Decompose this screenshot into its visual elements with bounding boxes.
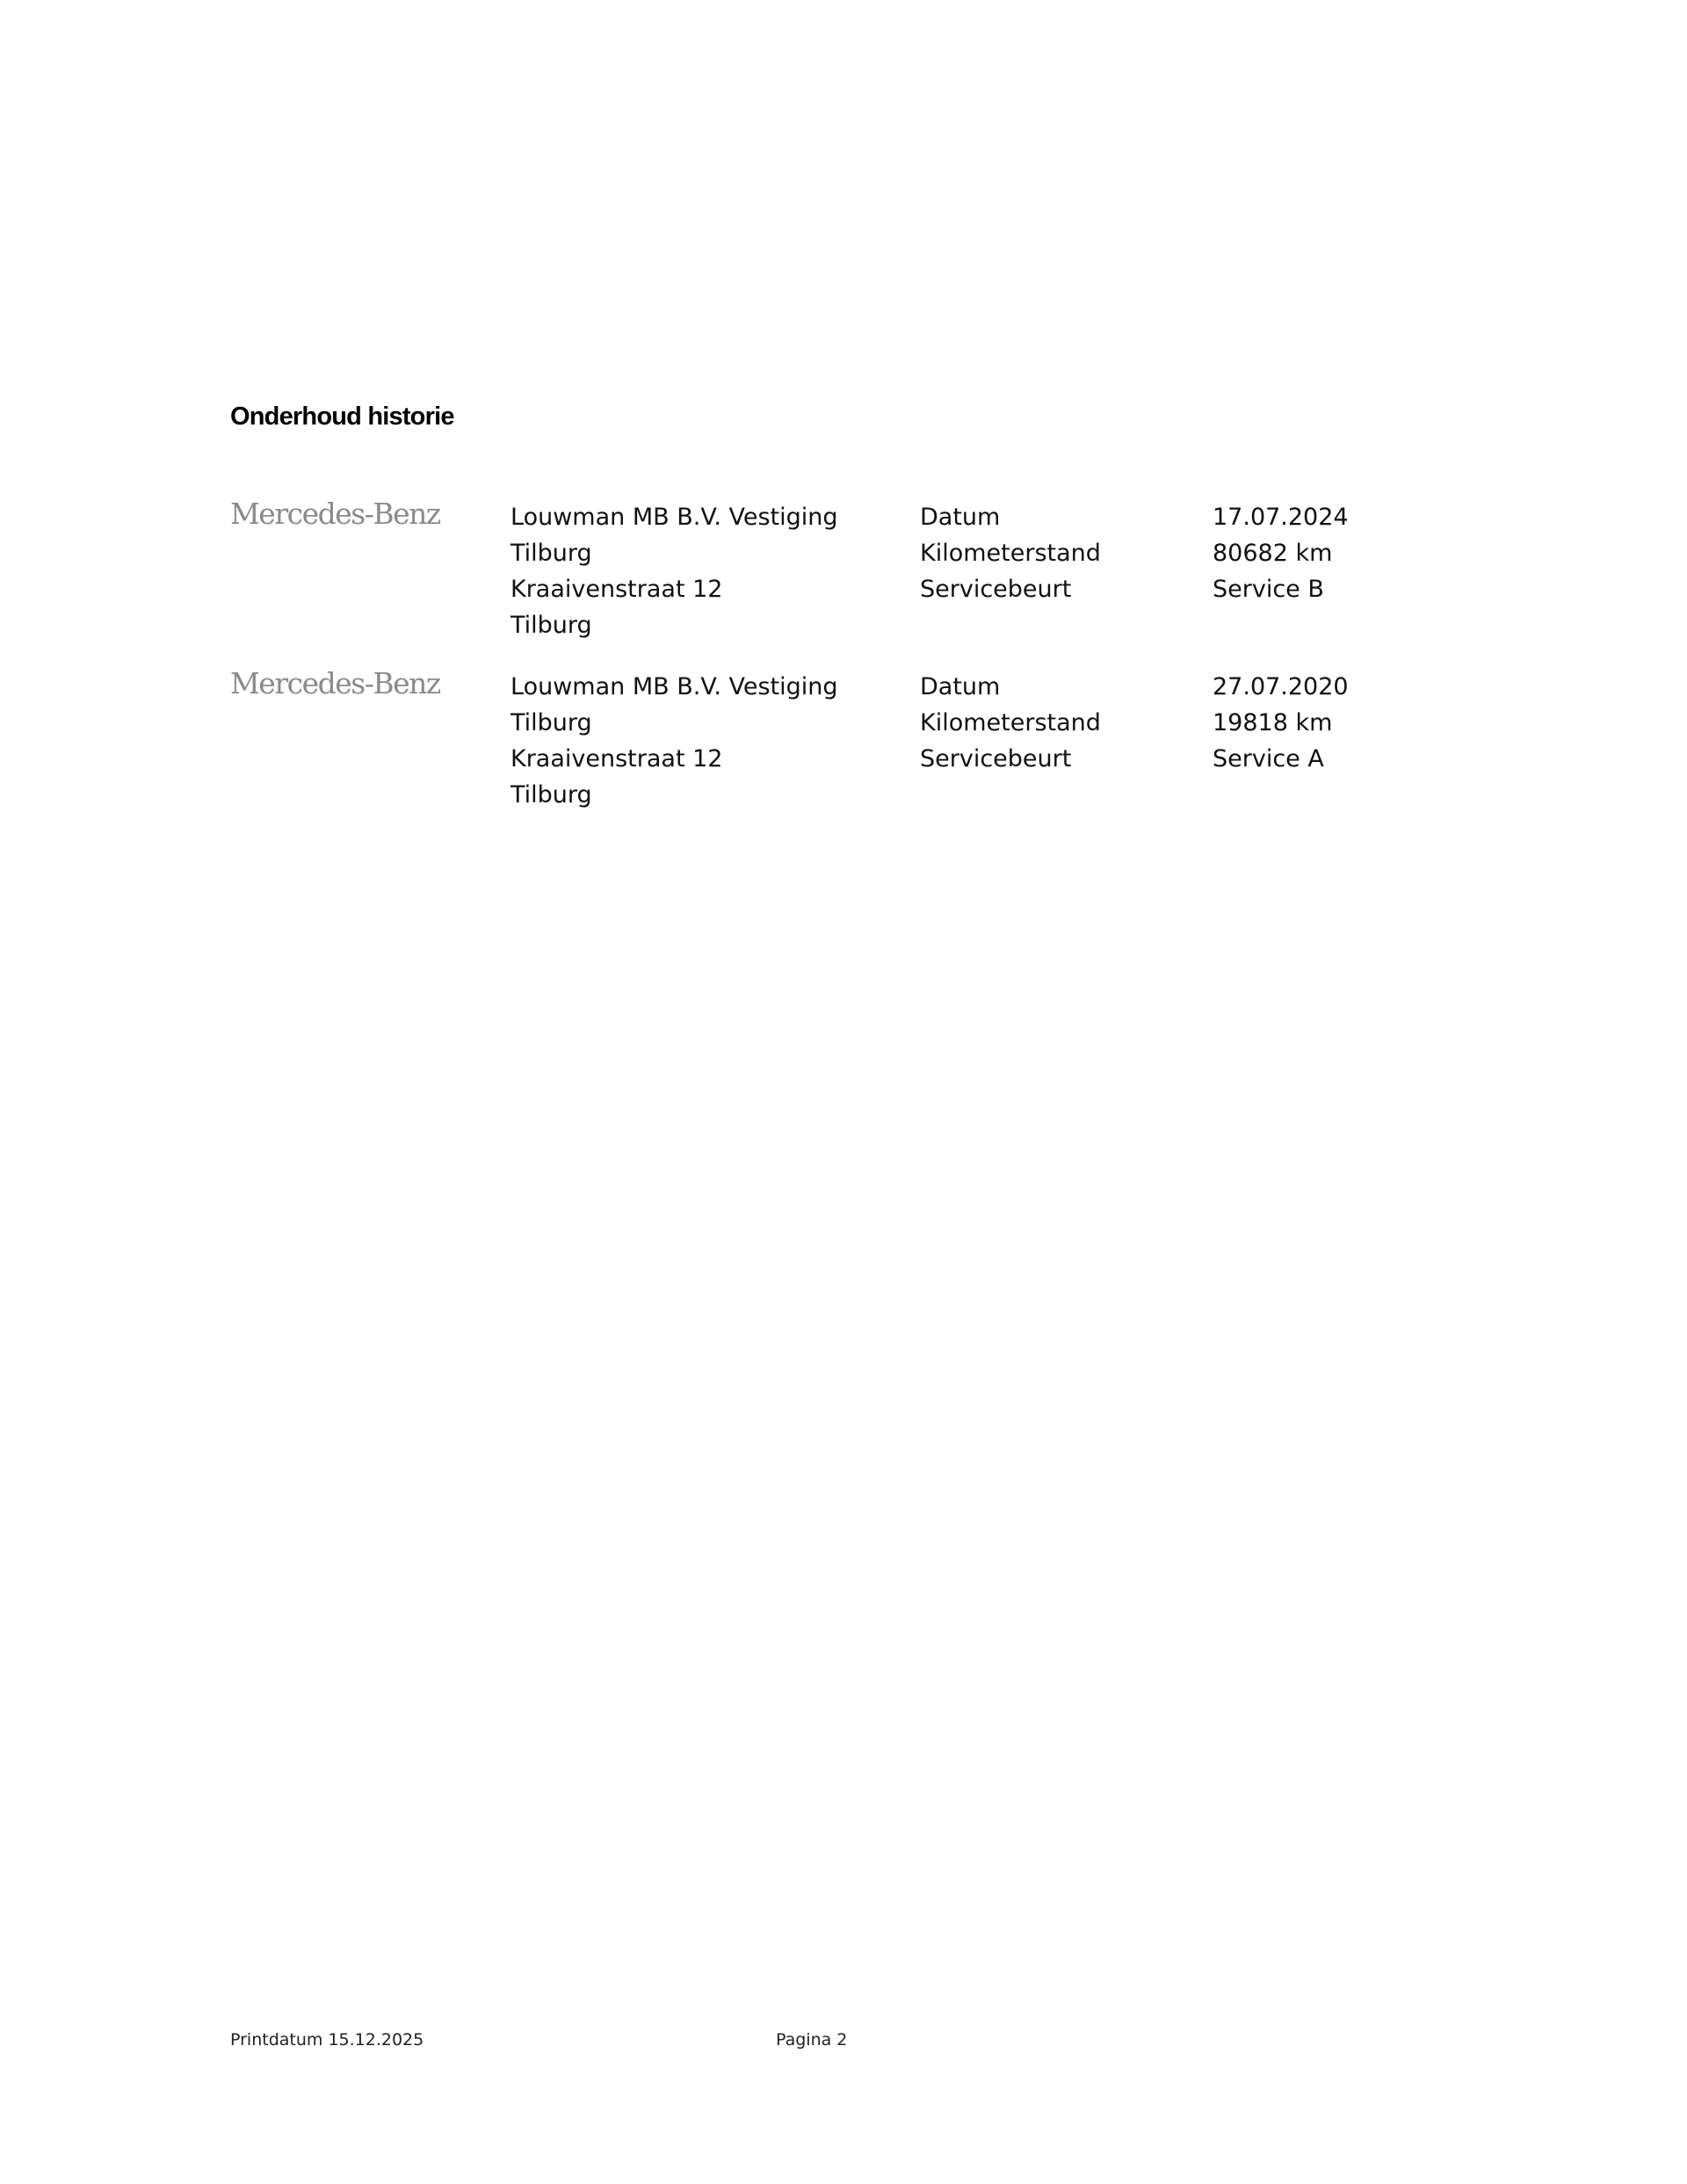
dealer-branch: Tilburg — [510, 540, 592, 567]
mileage-value: 80682 km — [1213, 540, 1333, 567]
date-label: Datum — [920, 673, 1001, 700]
entry-values — [1213, 669, 1349, 777]
date-value: 27.07.2020 — [1213, 673, 1349, 700]
entry-values — [1213, 499, 1349, 607]
mileage-value: 19818 km — [1213, 709, 1333, 736]
date-value: 17.07.2024 — [1213, 504, 1349, 531]
dealer-name: Louwman MB B.V. Vestiging — [510, 673, 838, 700]
print-date: Printdatum 15.12.2025 — [230, 2030, 424, 2050]
service-label: Servicebeurt — [920, 576, 1072, 603]
date-label: Datum — [920, 504, 1001, 531]
dealer-street: Kraaivenstraat 12 — [510, 745, 723, 773]
mileage-label: Kilometerstand — [920, 709, 1101, 736]
dealer-street: Kraaivenstraat 12 — [510, 576, 723, 603]
dealer-branch: Tilburg — [510, 709, 592, 736]
page-number: Pagina 2 — [776, 2030, 848, 2050]
dealer-name: Louwman MB B.V. Vestiging — [510, 504, 838, 531]
maintenance-entry — [0, 666, 1687, 836]
mileage-label: Kilometerstand — [920, 540, 1101, 567]
dealer-address — [510, 669, 838, 813]
dealer-city: Tilburg — [510, 781, 592, 809]
entry-labels — [920, 499, 1101, 607]
service-value: Service A — [1213, 745, 1324, 773]
mercedes-benz-logo: Mercedes-Benz — [230, 497, 440, 531]
page-title: Onderhoud historie — [230, 403, 454, 431]
maintenance-entry — [0, 499, 1687, 666]
dealer-address — [510, 499, 838, 643]
dealer-city: Tilburg — [510, 612, 592, 639]
service-label: Servicebeurt — [920, 745, 1072, 773]
mercedes-benz-logo: Mercedes-Benz — [230, 666, 440, 700]
entry-labels — [920, 669, 1101, 777]
service-value: Service B — [1213, 576, 1324, 603]
